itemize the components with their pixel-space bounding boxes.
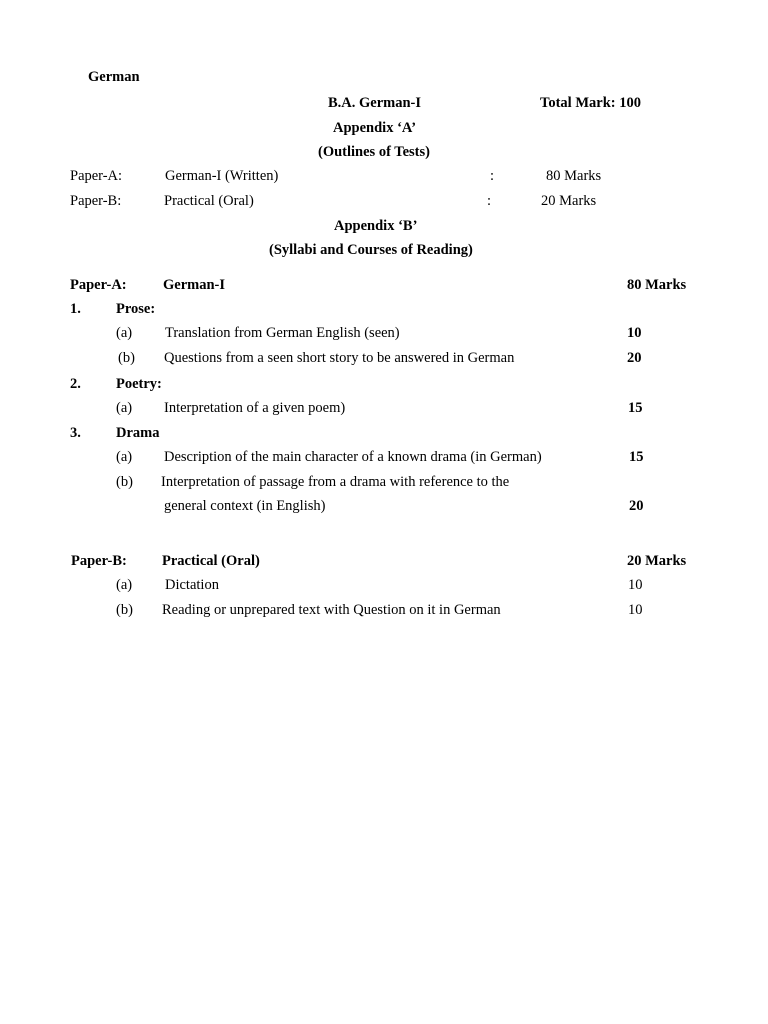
section-number: 3. <box>70 425 81 441</box>
section-title: Drama <box>116 425 160 441</box>
item-letter: (a) <box>116 325 133 341</box>
subject-heading: German <box>88 69 140 85</box>
appendix-b-title: Appendix ‘B’ <box>334 218 418 234</box>
section-title: Prose: <box>116 301 156 317</box>
item-letter: (b) <box>116 602 133 618</box>
outline-paper-marks: 80 Marks <box>546 168 602 184</box>
item-marks: 15 <box>628 400 643 416</box>
outline-paper-name: German-I (Written) <box>165 168 279 184</box>
item-text: Questions from a seen short story to be answered in German <box>164 350 515 366</box>
item-marks: 10 <box>628 577 643 593</box>
paper-a-marks: 80 Marks <box>627 277 687 293</box>
outline-paper-name: Practical (Oral) <box>164 193 254 209</box>
appendix-a-title: Appendix ‘A’ <box>333 120 417 136</box>
item-letter: (b) <box>116 474 133 490</box>
appendix-b-subtitle: (Syllabi and Courses of Reading) <box>269 242 473 258</box>
item-letter: (b) <box>118 350 135 366</box>
item-marks: 10 <box>627 325 642 341</box>
item-text: Translation from German English (seen) <box>165 325 400 341</box>
item-letter: (a) <box>116 577 133 593</box>
outline-paper-label: Paper-A: <box>70 168 123 184</box>
paper-b-marks: 20 Marks <box>627 553 687 569</box>
total-mark: Total Mark: 100 <box>540 95 641 111</box>
item-text: Dictation <box>165 577 219 593</box>
item-text: Description of the main character of a known drama (in German) <box>164 449 542 465</box>
course-title: B.A. German-I <box>328 95 422 111</box>
outline-separator: : <box>490 168 495 184</box>
paper-b-name: Practical (Oral) <box>162 553 260 569</box>
paper-b-label: Paper-B: <box>71 553 127 569</box>
paper-a-name: German-I <box>163 277 226 293</box>
item-text: Interpretation of passage from a drama with reference to the <box>161 474 510 490</box>
item-text-continued: general context (in English) <box>164 498 326 514</box>
section-title: Poetry: <box>116 376 162 392</box>
item-marks: 15 <box>629 449 644 465</box>
section-number: 1. <box>70 301 81 317</box>
section-number: 2. <box>70 376 81 392</box>
item-text: Interpretation of a given poem) <box>164 400 346 416</box>
outline-paper-marks: 20 Marks <box>541 193 597 209</box>
item-text: Reading or unprepared text with Question on it in German <box>162 602 501 618</box>
item-marks: 20 <box>627 350 642 366</box>
paper-a-label: Paper-A: <box>70 277 127 293</box>
item-marks: 20 <box>629 498 644 514</box>
outline-separator: : <box>487 193 492 209</box>
item-letter: (a) <box>116 400 133 416</box>
outline-paper-label: Paper-B: <box>70 193 122 209</box>
appendix-a-subtitle: (Outlines of Tests) <box>318 144 430 160</box>
item-letter: (a) <box>116 449 133 465</box>
item-marks: 10 <box>628 602 643 618</box>
